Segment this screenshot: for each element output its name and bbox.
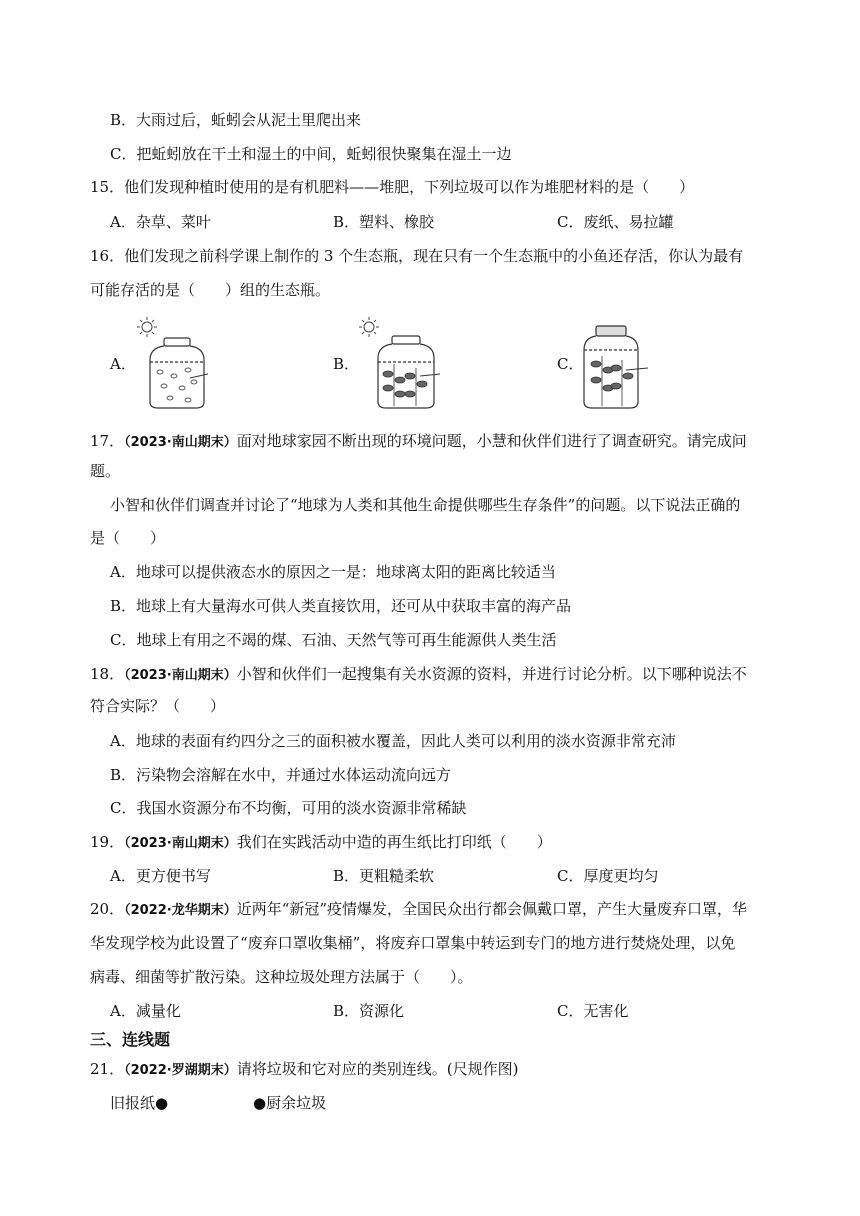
q19-number: 19． — [90, 833, 125, 851]
q18-option-b: B．污染物会溶解在水中，并通过水体运动流向远方 — [110, 766, 452, 784]
q15-option-b: B．塑料、橡胶 — [333, 213, 435, 231]
sun-icon — [359, 317, 379, 337]
q20-option-c: C．无害化 — [557, 1002, 629, 1020]
q17-option-b: B．地球上有大量海水可供人类直接饮用，还可从中获取丰富的海产品 — [110, 597, 572, 615]
q18-number: 18． — [90, 665, 125, 683]
eco-bottle-c-image — [578, 320, 650, 410]
q20-option-b: B．资源化 — [333, 1002, 405, 1020]
q20-source: （2022·龙华期末） — [124, 903, 237, 918]
q17-stem-text: 面对地球家园不断出现的环境问题，小慧和伙伴们进行了调查研究。请完成问 — [236, 432, 747, 450]
q14-option-b: B．大雨过后，蚯蚓会从泥土里爬出来 — [110, 111, 362, 129]
q17-sub-line1: 小智和伙伴们调查并讨论了“地球为人类和其他生命提供哪些生存条件”的问题。以下说法正确的 — [110, 496, 741, 514]
sun-icon — [137, 317, 157, 337]
q20-stem-line3: 病毒、细菌等扩散污染。这种垃圾处理方法属于（ ）。 — [90, 968, 473, 986]
q17-option-a: A．地球可以提供液态水的原因之一是：地球离太阳的距离比较适当 — [110, 563, 556, 581]
section-title: 三、连线题 — [90, 1030, 171, 1049]
q21-right-item-1[interactable]: ●厨余垃圾 — [253, 1094, 327, 1112]
q18-stem-line2: 符合实际？（ ） — [90, 697, 226, 715]
q21-left-item-1[interactable]: 旧报纸● — [110, 1094, 169, 1112]
q15-stem: 15．他们发现种植时使用的是有机肥料——堆肥，下列垃圾可以作为堆肥材料的是（ ） — [90, 178, 695, 196]
q17-sub-line2: 是（ ） — [90, 529, 166, 547]
q16-option-c-label: C． — [557, 355, 584, 373]
q20-stem-line2: 华发现学校为此设置了“废弃口罩收集桶”，将废弃口罩集中转运到专门的地方进行焚烧处理，以免 — [90, 934, 736, 952]
q18-stem-text: 小智和伙伴们一起搜集有关水资源的资料，并进行讨论分析。以下哪种说法不 — [236, 665, 747, 683]
q19-option-a: A．更方便书写 — [110, 867, 211, 885]
q14-option-c: C．把蚯蚓放在干土和湿土的中间，蚯蚓很快聚集在湿土一边 — [110, 145, 512, 163]
q19-option-b: B．更粗糙柔软 — [333, 867, 435, 885]
q15-option-c: C．废纸、易拉罐 — [557, 213, 674, 231]
q19-stem-text: 我们在实践活动中造的再生纸比打印纸（ ） — [236, 833, 552, 851]
q18-stem-line1 — [90, 664, 747, 686]
q19-source: （2023·南山期末） — [124, 836, 237, 851]
eco-bottle-a-image — [130, 316, 208, 410]
q15-option-a: A．杂草、菜叶 — [110, 213, 211, 231]
q19-option-c: C．厚度更均匀 — [557, 867, 659, 885]
q16-option-b-label: B． — [333, 355, 360, 373]
q16-option-a-label: A． — [110, 355, 136, 373]
q20-option-a: A．减量化 — [110, 1002, 181, 1020]
q16-stem-line2: 可能存活的是（ ）组的生态瓶。 — [90, 281, 331, 299]
q21-stem-text: 请将垃圾和它对应的类别连线。(尺规作图) — [236, 1060, 519, 1078]
q17-stem-line2: 题。 — [90, 462, 121, 480]
q16-stem-line1: 16．他们发现之前科学课上制作的 3 个生态瓶，现在只有一个生态瓶中的小鱼还存活，你认为最有 — [90, 247, 744, 265]
q17-source: （2023·南山期末） — [124, 435, 237, 450]
q20-number: 20． — [90, 900, 125, 918]
q20-stem-text: 近两年“新冠”疫情爆发，全国民众出行都会佩戴口罩，产生大量废弃口罩，华 — [236, 900, 748, 918]
q19-stem — [90, 832, 552, 854]
q18-option-c: C．我国水资源分布不均衡，可用的淡水资源非常稀缺 — [110, 799, 467, 817]
q20-stem-line1 — [90, 899, 747, 921]
q17-stem-line1 — [90, 431, 747, 453]
q18-source: （2023·南山期末） — [124, 668, 237, 683]
q17-number: 17． — [90, 432, 125, 450]
q17-option-c: C．地球上有用之不竭的煤、石油、天然气等可再生能源供人类生活 — [110, 631, 557, 649]
q21-source: （2022·罗湖期末） — [124, 1063, 237, 1078]
q18-option-a: A．地球的表面有约四分之三的面积被水覆盖，因此人类可以利用的淡水资源非常充沛 — [110, 732, 676, 750]
q21-number: 21． — [90, 1060, 125, 1078]
eco-bottle-b-image — [354, 316, 440, 410]
q21-stem — [90, 1059, 518, 1081]
